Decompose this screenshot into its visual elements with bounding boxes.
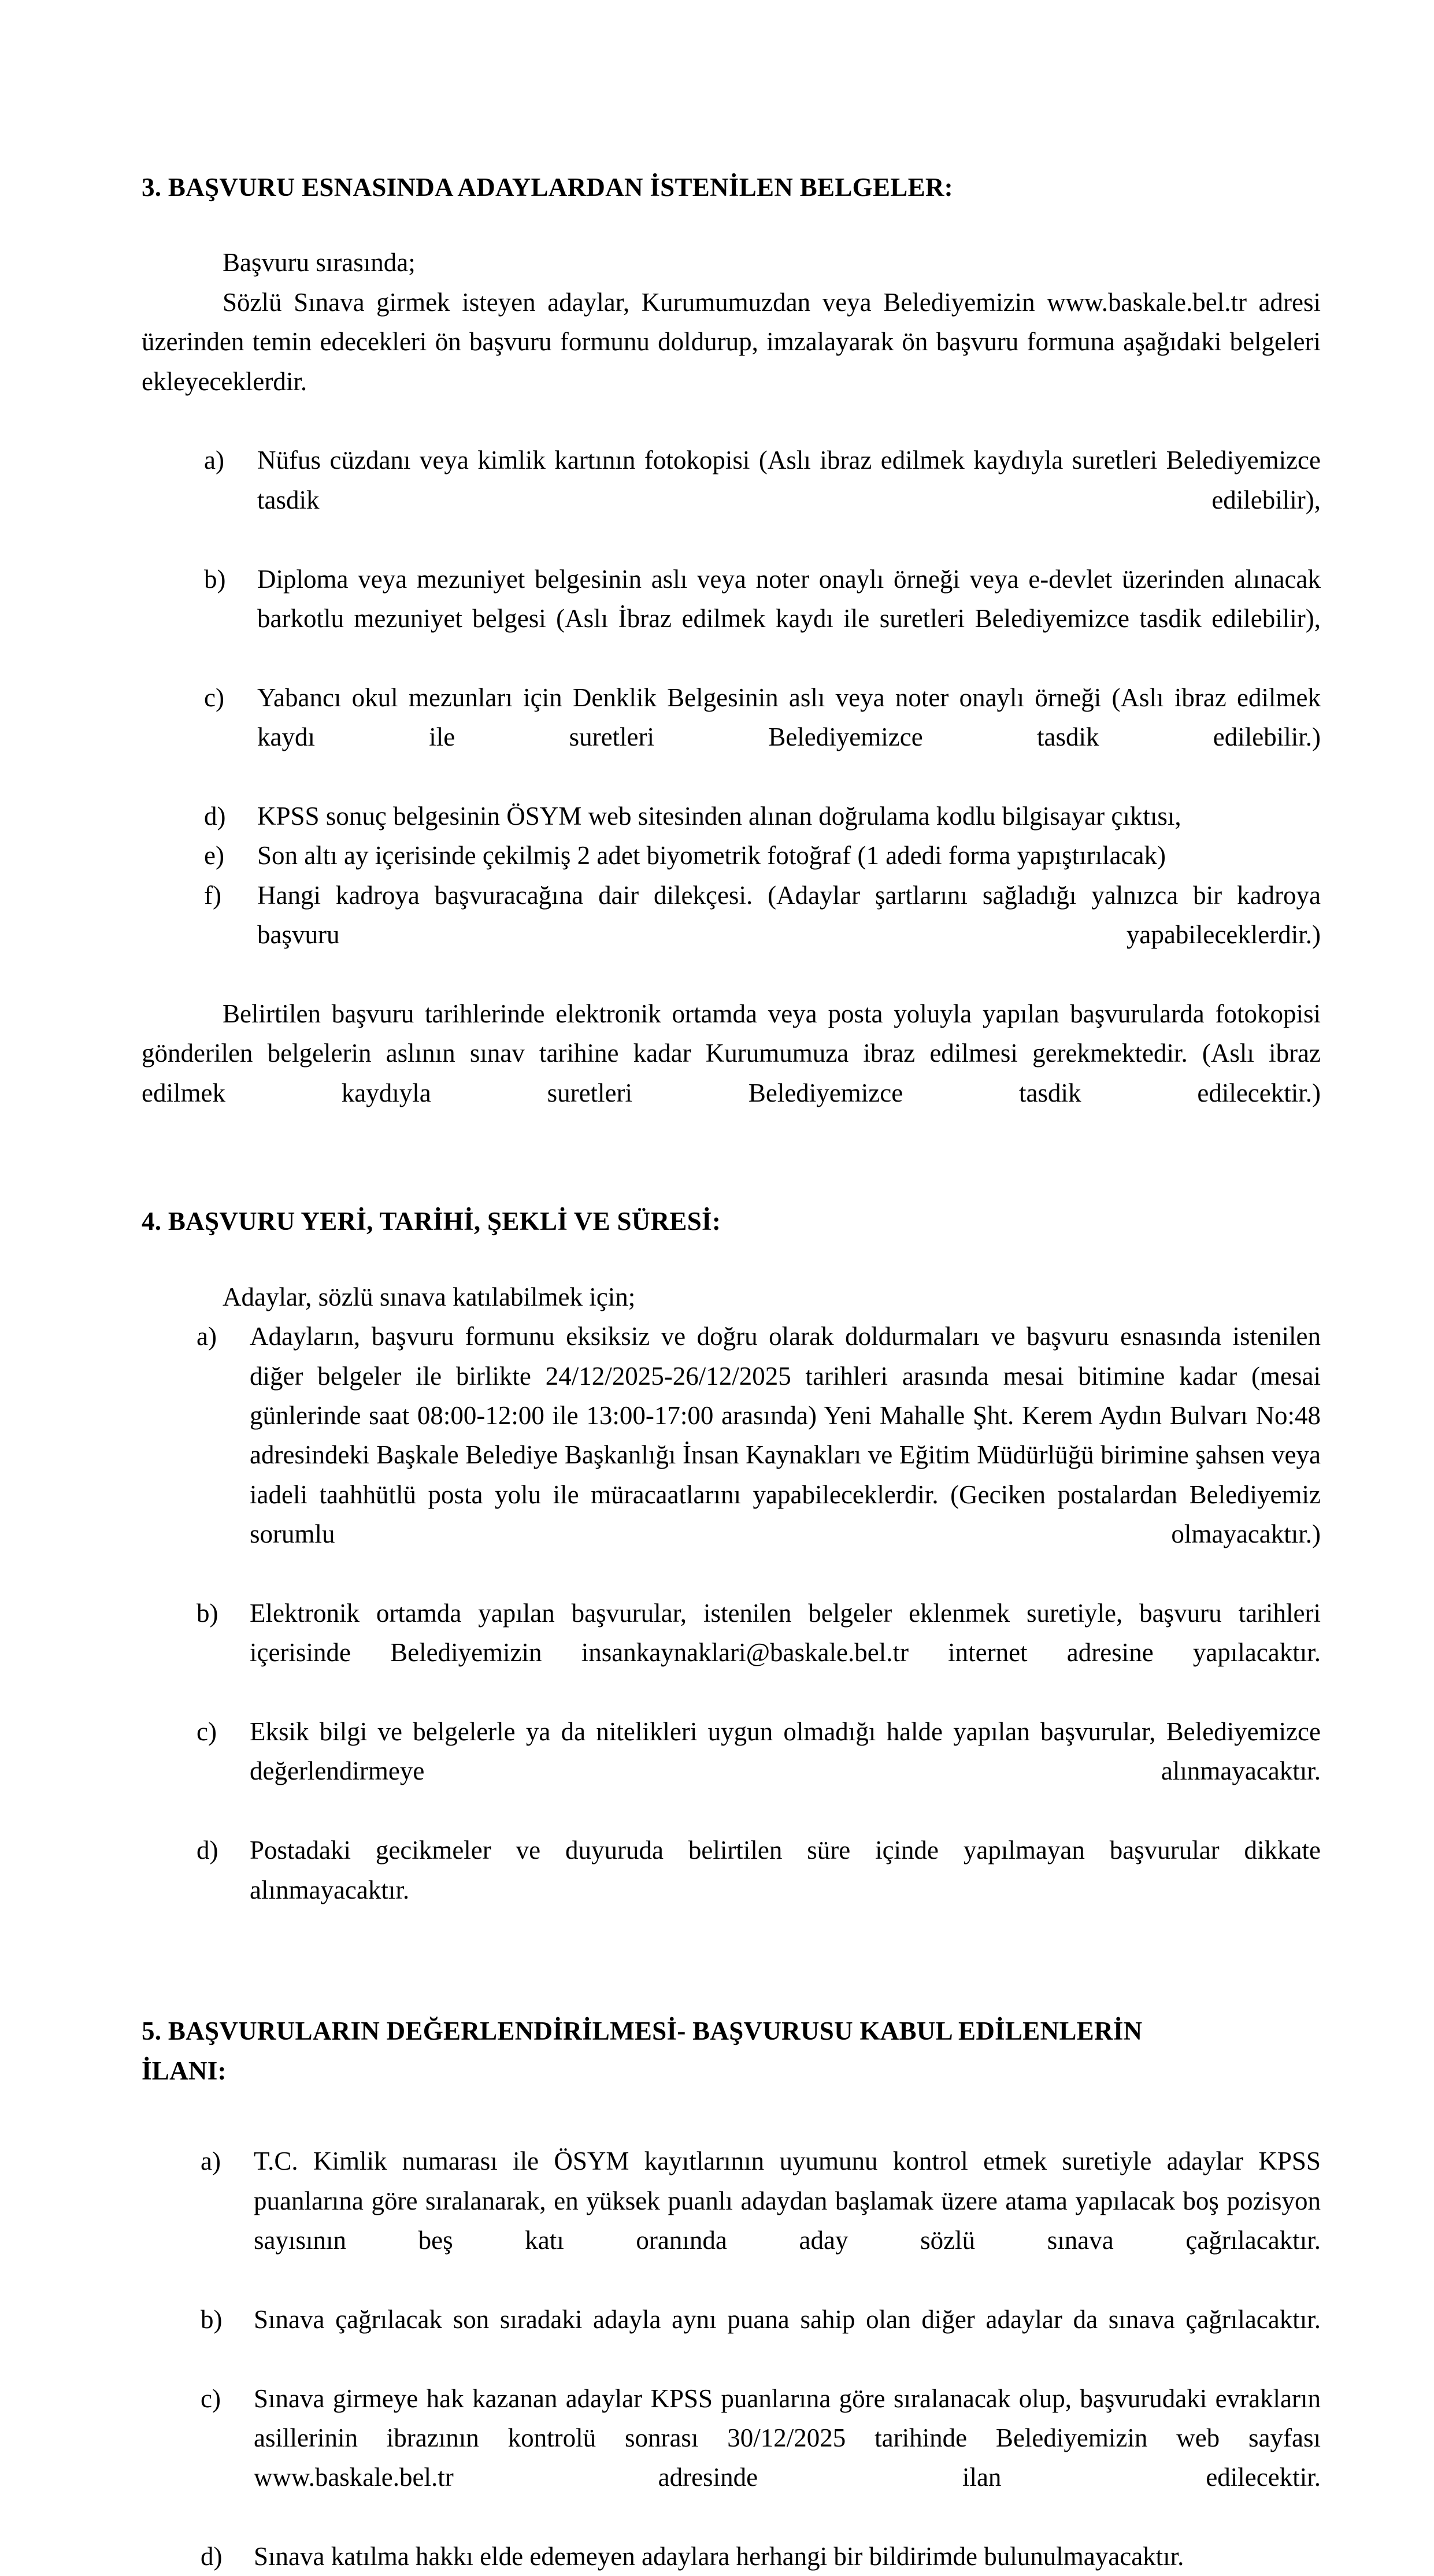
list-item-text: Diploma veya mezuniyet belgesinin aslı veya noter onaylı örneği veya e-devlet üzerinden alınacak barkotlu mezuniyet belgesi (Aslı İbraz edilmek kaydı ile suretleri Belediyemizce tasdik edilebilir), xyxy=(257,564,1321,633)
list-item-text: Nüfus cüzdanı veya kimlik kartının fotokopisi (Aslı ibraz edilmek kaydıyla suretleri Belediyemizce tasdik edilebilir), xyxy=(257,446,1321,514)
list-item xyxy=(142,440,1321,559)
spacer xyxy=(142,2091,1321,2141)
list-item xyxy=(142,2300,1321,2379)
list-item xyxy=(142,1593,1321,1712)
list-marker: b) xyxy=(204,564,226,594)
list-marker: d) xyxy=(197,1836,218,1865)
section-3-heading: 3. BAŞVURU ESNASINDA ADAYLARDAN İSTENİLEN BELGELER: xyxy=(142,173,953,202)
section-4-intro-paragraph: Adaylar, sözlü sınava katılabilmek için; xyxy=(223,1282,636,1311)
list-item-text: Hangi kadroya başvuracağına dair dilekçesi. (Adaylar şartlarını sağladığı yalnızca bir kadroya başvuru yapabileceklerdir.) xyxy=(257,880,1321,950)
list-item-text: Postadaki gecikmeler ve duyuruda belirtilen süre içinde yapılmayan başvurular dikkate alınmayacaktır. xyxy=(250,1836,1321,1904)
list-item xyxy=(142,559,1321,678)
list-marker: d) xyxy=(201,2542,223,2571)
list-item xyxy=(142,1317,1321,1593)
list-item-text: Yabancı okul mezunları için Denklik Belgesinin aslı veya noter onaylı örneği (Aslı ibraz edilmek kaydı ile suretleri Belediyemizce tasdik edilebilir.) xyxy=(257,683,1321,752)
section-3-closing-paragraph: Belirtilen başvuru tarihlerinde elektronik ortamda veya posta yoluyla yapılan başvurularda fotokopisi gönderilen belgelerin aslının sınav tarihine kadar Kurumumuza ibraz edilmesi gerekmektedir. (Aslı ibraz edilmek kaydıyla suretleri Belediyemizce tasdik edilecektir.) xyxy=(142,999,1321,1107)
list-marker: b) xyxy=(201,2304,223,2334)
list-item-text: Sınava girmeye hak kazanan adaylar KPSS puanlarına göre sıralanacak olup, başvurudaki evrakların asillerinin ibrazının kontrolü sonrası 30/12/2025 tarihinde Belediyemizin web sayfası www.baskale.bel.tr adresinde ilan edilecektir. xyxy=(254,2384,1321,2492)
section-4-heading: 4. BAŞVURU YERİ, TARİHİ, ŞEKLİ VE SÜRESİ: xyxy=(142,1207,721,1236)
list-item-text: Sınava katılma hakkı elde edemeyen adaylara herhangi bir bildirimde bulunulmayacaktır. xyxy=(254,2542,1184,2571)
list-marker: a) xyxy=(204,446,224,475)
list-item xyxy=(142,876,1321,994)
list-item-text: Adayların, başvuru formunu eksiksiz ve doğru olarak doldurmaları ve başvuru esnasında istenilen diğer belgeler ile birlikte 24/12/2025-26/12/2025 tarihleri arasında mesai bitimine kadar (mesai günlerinde saat 08:00-12:00 ile 13:00-17:00 arasında) Yeni Mahalle Şht. Kerem Aydın Bulvarı No:48 adresindeki Başkale Belediye Başkanlığı İnsan Kaynakları ve Eğitim Müdürlüğü birimine şahsen veya iadeli taahhütlü posta yolu ile müracaatlarını yapabileceklerdir. (Geciken postalardan Belediyemiz sorumlu olmayacaktır.) xyxy=(250,1322,1321,1549)
list-item xyxy=(142,796,1321,836)
list-marker: c) xyxy=(204,683,224,712)
list-item xyxy=(142,678,1321,796)
list-marker: a) xyxy=(197,1322,217,1351)
list-item-text: Sınava çağrılacak son sıradaki adayla aynı puana sahip olan diğer adaylar da sınava çağrılacaktır. xyxy=(254,2304,1321,2334)
list-item xyxy=(142,2141,1321,2300)
list-item-text: T.C. Kimlik numarası ile ÖSYM kayıtlarının uyumunu kontrol etmek suretiyle adaylar KPSS puanlarına göre sıralanarak, en yüksek puanlı adaydan başlamak üzere atama yapılacak boş pozisyon sayısının beş katı oranında aday sözlü sınava çağrılacaktır. xyxy=(254,2147,1321,2255)
list-marker: f) xyxy=(204,880,221,910)
list-item xyxy=(142,2537,1321,2576)
section-3-intro-paragraph-2: Sözlü Sınava girmek isteyen adaylar, Kurumumuzdan veya Belediyemizin www.baskale.bel.tr adresi üzerinden temin edecekleri ön başvuru formunu doldurup, imzalayarak ön başvuru formuna aşağıdaki belgeleri ekleyeceklerdir. xyxy=(142,287,1321,396)
list-marker: b) xyxy=(197,1598,218,1628)
list-item xyxy=(142,1712,1321,1830)
spacer xyxy=(142,1241,1321,1277)
spacer xyxy=(142,207,1321,243)
list-item-text: Son altı ay içerisinde çekilmiş 2 adet biyometrik fotoğraf (1 adedi forma yapıştırılacak) xyxy=(257,841,1166,870)
spacer xyxy=(142,1949,1321,2011)
section-3-document-list xyxy=(142,440,1321,994)
list-item-text: Eksik bilgi ve belgelerle ya da nitelikleri uygun olmadığı halde yapılan başvurular, Belediyemizce değerlendirmeye alınmayacaktır. xyxy=(250,1717,1321,1786)
section-3-intro-paragraph-1: Başvuru sırasında; xyxy=(223,248,416,277)
section-5-evaluation-list xyxy=(142,2141,1321,2576)
section-4-application-list xyxy=(142,1317,1321,1949)
list-marker: e) xyxy=(204,841,224,870)
section-5-heading-line-1: 5. BAŞVURULARIN DEĞERLENDİRİLMESİ- BAŞVURUSU KABUL EDİLENLERİN xyxy=(142,2017,1143,2046)
list-item xyxy=(142,2379,1321,2537)
spacer xyxy=(142,1152,1321,1202)
list-item-text: Elektronik ortamda yapılan başvurular, istenilen belgeler eklenmek suretiyle, başvuru tarihleri içerisinde Belediyemizin insankaynaklari@baskale.bel.tr internet adresine yapılacaktır. xyxy=(250,1598,1321,1667)
list-marker: c) xyxy=(197,1717,217,1747)
list-item xyxy=(142,836,1321,875)
section-5-heading-line-2: İLANI: xyxy=(142,2056,227,2085)
list-marker: a) xyxy=(201,2147,221,2176)
list-item xyxy=(142,1830,1321,1949)
list-marker: d) xyxy=(204,801,226,831)
list-item-text: KPSS sonuç belgesinin ÖSYM web sitesinden alınan doğrulama kodlu bilgisayar çıktısı, xyxy=(257,801,1181,831)
list-marker: c) xyxy=(201,2384,221,2413)
document-body xyxy=(142,168,1321,2576)
